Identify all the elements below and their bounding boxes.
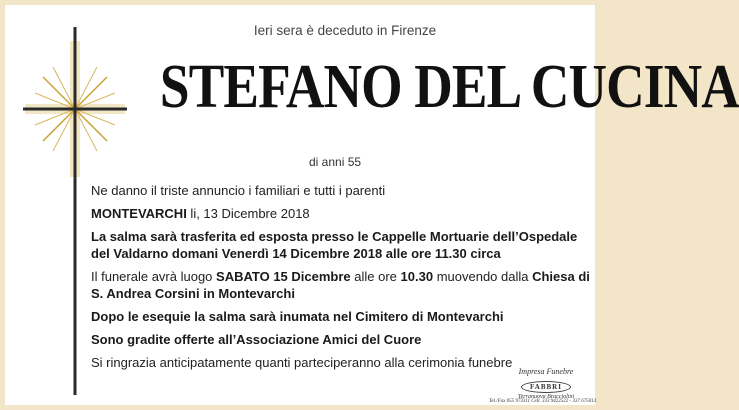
offerings-text (91, 331, 593, 348)
funeral-day: SABATO 15 Dicembre (216, 269, 351, 284)
thanks-text: Si ringrazia anticipatamente quanti parteciperanno alla cerimonia funebre (91, 355, 513, 370)
funeral-part-3: muovendo dalla (433, 269, 533, 284)
funeral-church: Chiesa di S. Andrea Corsini in Montevarchi (91, 269, 590, 301)
dateline-date: li, 13 Dicembre 2018 (186, 206, 310, 221)
notice-body (91, 182, 593, 377)
obituary-notice (5, 5, 739, 405)
cross-horizontal-bar (23, 108, 127, 111)
age-text: di anni 55 (309, 155, 362, 169)
cross-vertical-bar (74, 27, 77, 395)
transfer-bold: La salma sarà trasferita ed esposta presso le Cappelle Mortuarie dell’Ospedale del Valdarno domani Venerdì 14 Dicembre 2018 alle ore 11.30 circa (91, 229, 578, 261)
burial-bold: Dopo le esequie la salma sarà inumata nel Cimitero di Montevarchi (91, 309, 504, 324)
funeral-time: 10.30 (400, 269, 434, 284)
funeral-home-line3: Terranuova Bracciolini (517, 394, 575, 400)
dateline (91, 205, 593, 222)
offerings-bold: Sono gradite offerte all’Associazione Amici del Cuore (91, 332, 422, 347)
dateline-place: MONTEVARCHI (91, 206, 187, 221)
funeral-part-1: Il funerale avrà luogo (91, 269, 217, 284)
intro-text: Ieri sera è deceduto in Firenze (253, 23, 437, 38)
funeral-home-badge: FABBRI (521, 381, 571, 393)
funeral-text (91, 268, 593, 302)
funeral-home-line1: Impresa Funebre (518, 367, 574, 376)
deceased-name: STEFANO DEL CUCINA (159, 53, 739, 121)
funeral-home-contacts: Tel./Fax 055 973311 Cell. 333 9422522 - 337 675013 (489, 399, 597, 404)
announcement-text: Ne danno il triste annuncio i familiari e tutti i parenti (91, 183, 386, 198)
transfer-text (91, 228, 593, 262)
funeral-part-2: alle ore (350, 269, 401, 284)
burial-text (91, 308, 593, 325)
